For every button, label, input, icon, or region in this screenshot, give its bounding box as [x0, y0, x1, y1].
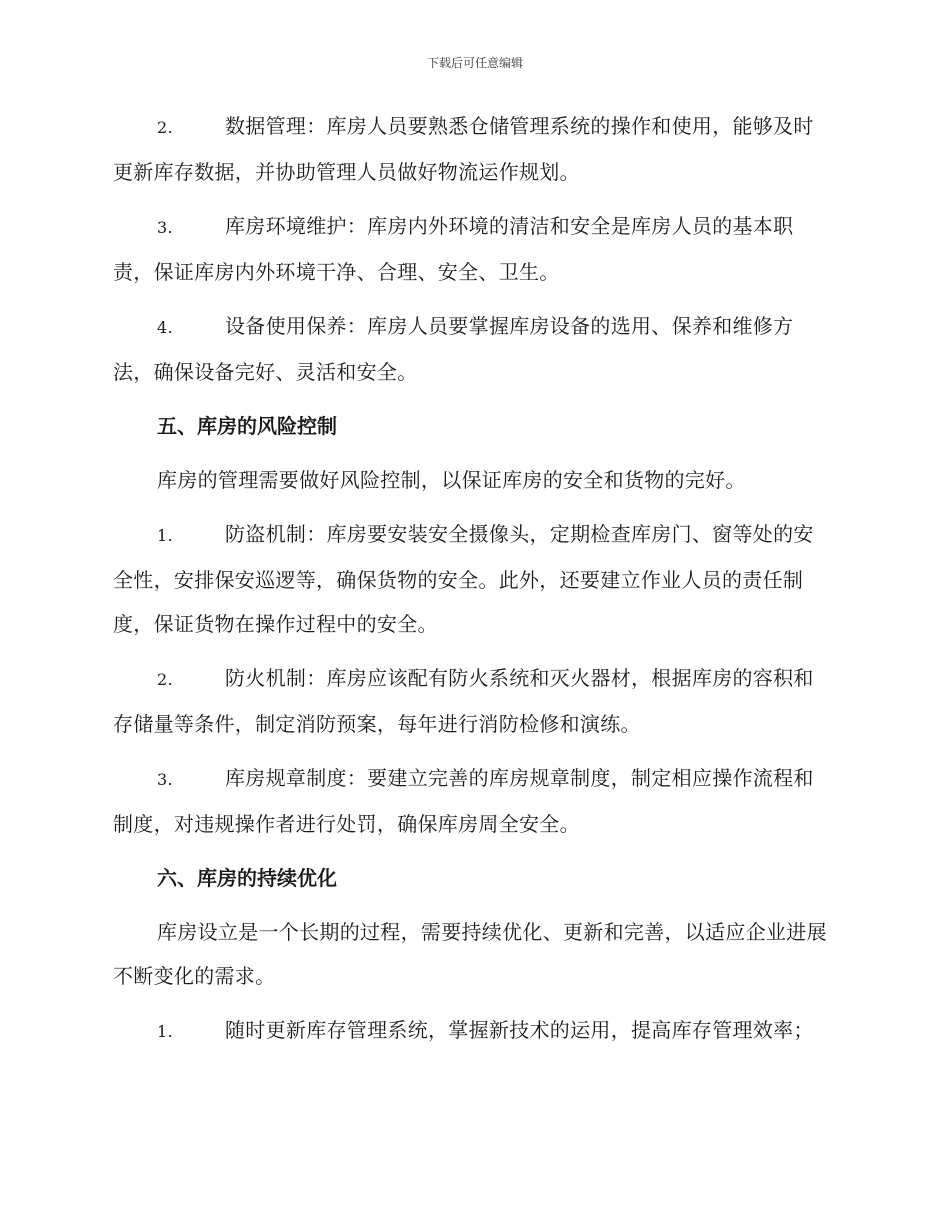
list-text: 库房环境维护：库房内外环境的清洁和安全是库房人员的基本职责，保证库房内外环境干净、合理、安全、卫生。 — [113, 214, 794, 284]
list-text: 防火机制：库房应该配有防火系统和灭火器材，根据库房的容积和存储量等条件，制定消防预案，每年进行消防检修和演练。 — [113, 666, 814, 736]
list-item — [113, 656, 833, 746]
list-text: 随时更新库存管理系统，掌握新技术的运用，提高库存管理效率； — [225, 1018, 814, 1042]
list-item — [113, 512, 833, 646]
list-text: 库房规章制度：要建立完善的库房规章制度，制定相应操作流程和制度，对违规操作者进行处罚，确保库房周全安全。 — [113, 766, 814, 836]
section-intro: 库房的管理需要做好风险控制，以保证库房的安全和货物的完好。 — [157, 468, 746, 492]
list-number: 1. — [157, 526, 173, 545]
list-number: 2. — [157, 118, 173, 137]
list-item — [113, 756, 833, 846]
list-number: 4. — [157, 318, 173, 337]
section-heading: 五、库房的风险控制 — [157, 414, 337, 438]
document-body — [113, 104, 833, 1064]
section-heading: 六、库房的持续优化 — [157, 866, 337, 890]
list-item — [113, 1008, 833, 1054]
list-number: 2. — [157, 670, 173, 689]
page-header: 下载后可任意编辑 — [426, 56, 523, 70]
list-item — [113, 204, 833, 294]
list-number: 1. — [157, 1022, 173, 1041]
list-text: 数据管理：库房人员要熟悉仓储管理系统的操作和使用，能够及时更新库存数据，并协助管理人员做好物流运作规划。 — [113, 114, 814, 184]
list-text: 设备使用保养：库房人员要掌握库房设备的选用、保养和维修方法，确保设备完好、灵活和安全。 — [113, 314, 794, 384]
list-number: 3. — [157, 218, 173, 237]
list-text: 防盗机制：库房要安装安全摄像头，定期检查库房门、窗等处的安全性，安排保安巡逻等，确保货物的安全。此外，还要建立作业人员的责任制度，保证货物在操作过程中的安全。 — [113, 522, 814, 636]
section-intro: 库房设立是一个长期的过程，需要持续优化、更新和完善，以适应企业进展不断变化的需求。 — [113, 920, 827, 988]
list-number: 3. — [157, 770, 173, 789]
list-item — [113, 104, 833, 194]
list-item — [113, 304, 833, 394]
